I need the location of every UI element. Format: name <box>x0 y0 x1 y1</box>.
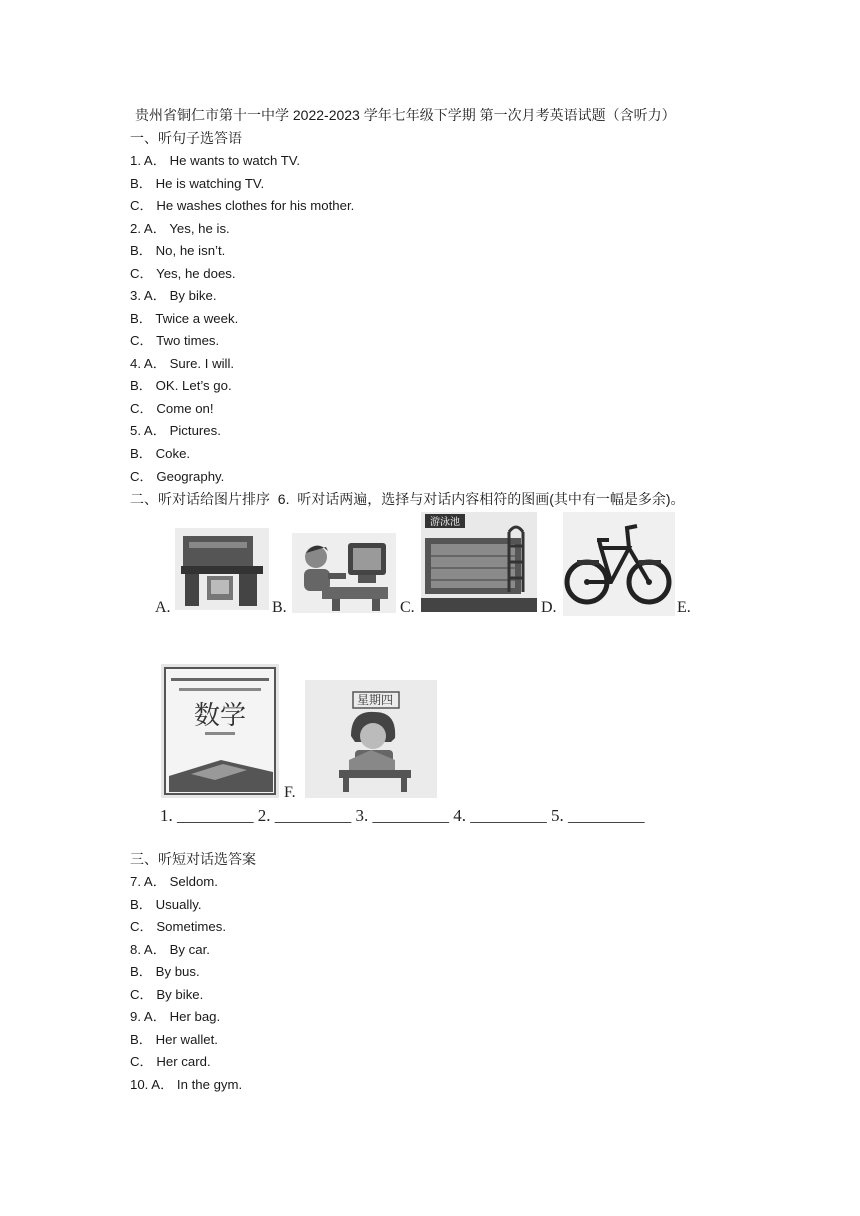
option-line: C． Come on! <box>130 401 214 416</box>
question-line: 5. A． Pictures. <box>130 423 221 438</box>
section3-heading: 三、听短对话选答案 <box>130 851 256 867</box>
option-line: B． Coke. <box>130 446 191 461</box>
option-line: C． By bike. <box>130 987 204 1002</box>
picture-label: A. <box>155 599 171 616</box>
picture-a-desk <box>175 528 269 610</box>
option-line: C． Geography. <box>130 469 225 484</box>
option-line: C． Yes, he does. <box>130 266 236 281</box>
option-line: C． Two times. <box>130 333 220 348</box>
question-line: 7. A． Seldom. <box>130 874 218 889</box>
option-line: B． He is watching TV. <box>130 176 265 191</box>
option-line: B． Twice a week. <box>130 311 239 326</box>
picture-f-reading-girl <box>305 680 437 798</box>
question-line: 2. A． Yes, he is. <box>130 221 230 236</box>
question-line: 8. A． By car. <box>130 942 210 957</box>
picture-label: B. <box>272 599 287 616</box>
picture-label: D. <box>541 599 557 616</box>
book-title-text: 数学 <box>193 701 247 731</box>
section2-heading: 二、听对话给图片排序 6. 听对话两遍，选择与对话内容相符的图画(其中有一幅是多余)。 <box>130 491 685 507</box>
option-line: B． OK. Let’s go. <box>130 378 232 393</box>
picture-label: E. <box>677 599 691 616</box>
option-line: B． Her wallet. <box>130 1032 218 1047</box>
question-line: 1. A． He wants to watch TV. <box>130 153 301 168</box>
picture-e-math-book <box>161 664 279 798</box>
question-line: 10. A． In the gym. <box>130 1077 243 1092</box>
picture-b-computer <box>292 533 396 613</box>
answer-blanks: 1. _________ 2. _________ 3. _________ 4. _________ 5. _________ <box>160 806 645 825</box>
question-line: 4. A． Sure. I will. <box>130 356 235 371</box>
option-line: C． Sometimes. <box>130 919 226 934</box>
option-line: B． No, he isn’t. <box>130 243 226 258</box>
pool-sign-text: 游泳池 <box>430 517 460 528</box>
picture-label: F. <box>284 784 296 801</box>
weekday-sign-text: 星期四 <box>357 693 394 707</box>
section1-heading: 一、听句子选答语 <box>130 130 242 146</box>
option-line: B． By bus. <box>130 964 200 979</box>
picture-label: C. <box>400 599 415 616</box>
question-line: 3. A． By bike. <box>130 288 217 303</box>
question-line: 9. A． Her bag. <box>130 1009 221 1024</box>
option-line: C． Her card. <box>130 1054 211 1069</box>
picture-d-bicycle <box>563 512 675 616</box>
picture-c-swimming-pool <box>421 512 537 612</box>
option-line: C． He washes clothes for his mother. <box>130 198 355 213</box>
option-line: B． Usually. <box>130 897 202 912</box>
page-title: 贵州省铜仁市第十一中学 2022-2023 学年七年级下学期 第一次月考英语试题（含听力） <box>135 107 676 123</box>
